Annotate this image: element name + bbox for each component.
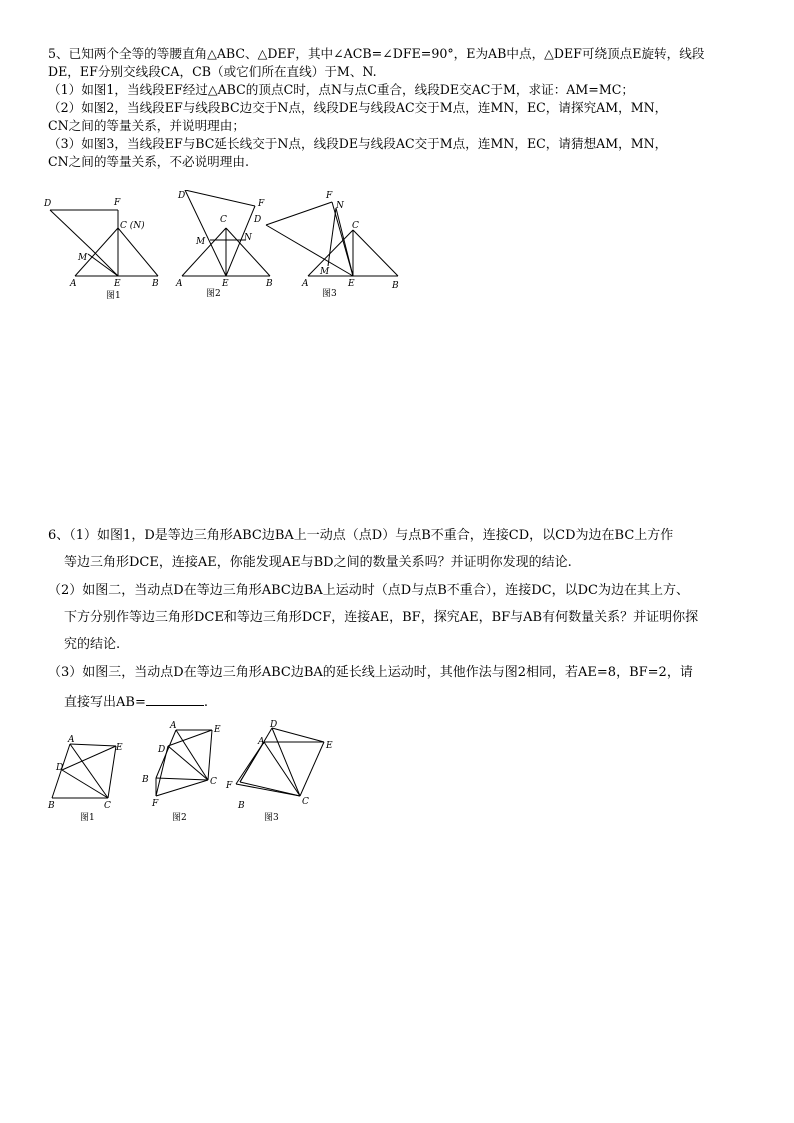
fig2-label-M: M	[196, 237, 206, 247]
problem6-part3-cont	[64, 692, 208, 711]
fig1-label-D: D	[44, 199, 52, 209]
fig3-caption: 图3	[322, 289, 337, 299]
p6-fig2-label-C: C	[210, 777, 217, 787]
answer-blank	[146, 692, 204, 706]
problem5-part3-cont: CN之间的等量关系，不必说明理由.	[48, 154, 249, 169]
problem5-figures	[40, 190, 410, 305]
fig2-label-E: E	[222, 279, 229, 289]
fig2-label-N: N	[244, 233, 252, 243]
problem5-line-1: 5、已知两个全等的等腰直角△ABC、△DEF，其中∠ACB=∠DFE=90°，E为AB中点，△DEF可绕顶点E旋转，线段	[48, 46, 705, 61]
fig2-caption: 图2	[206, 289, 221, 299]
fig3-label-M: M	[320, 267, 330, 277]
p6-fig3-label-F: F	[226, 781, 233, 791]
problem6-figures	[40, 718, 350, 828]
p6-fig1-label-E: E	[116, 743, 123, 753]
problem6-line-1: 6、（1）如图1，D是等边三角形ABC边BA上一动点（点D）与点B不重合，连接CD，以CD为边在BC上方作	[48, 528, 674, 543]
fig3-label-C: C	[352, 221, 359, 231]
fig2-label-D: D	[178, 191, 186, 201]
fig1-label-E: E	[114, 279, 121, 289]
fig1-caption: 图1	[106, 291, 121, 301]
fig2-label-F: F	[258, 199, 265, 209]
problem6-part2: （2）如图二，当动点D在等边三角形ABC边BA上运动时（点D与点B不重合），连接DC，以DC为边在其上方、	[48, 583, 689, 598]
p6-fig3-label-A: A	[258, 737, 265, 747]
problem5-line-2: DE，EF分别交线段CA，CB（或它们所在直线）于M、N.	[48, 64, 377, 79]
p6-fig1-caption: 图1	[80, 813, 95, 823]
p6-fig1-label-C: C	[104, 801, 111, 811]
p6-fig3-label-C: C	[302, 797, 309, 807]
p6-fig2-label-F: F	[152, 799, 159, 809]
p6-fig2-label-B: B	[142, 775, 149, 785]
fig1-label-CN: C (N)	[120, 221, 145, 231]
problem5-part2-cont: CN之间的等量关系，并说明理由；	[48, 118, 245, 133]
p6-fig3-label-B: B	[238, 801, 245, 811]
p6-fig3-caption: 图3	[264, 813, 279, 823]
fig1-label-A: A	[70, 279, 77, 289]
problem6-part3-prompt: 直接写出AB=	[64, 695, 146, 710]
p6-fig1-label-D: D	[56, 763, 64, 773]
p6-fig1-label-B: B	[48, 801, 55, 811]
fig3-label-D: D	[254, 215, 262, 225]
fig1-label-F: F	[114, 198, 121, 208]
problem6-part3: （3）如图三，当动点D在等边三角形ABC边BA的延长线上运动时，其他作法与图2相同，若AE=8，BF=2，请	[48, 665, 693, 680]
problem6-part2-end: 究的结论.	[64, 637, 121, 652]
problem6-part3-period: .	[203, 695, 208, 710]
fig2-label-A: A	[176, 279, 183, 289]
p6-fig2-label-D: D	[158, 745, 166, 755]
problem5-part3: （3）如图3，当线段EF与BC延长线交于N点，线段DE与线段AC交于M点，连MN，EC，请猜想AM，MN，	[48, 136, 668, 151]
p6-fig2-caption: 图2	[172, 813, 187, 823]
fig2-label-B: B	[266, 279, 273, 289]
p6-fig3-label-D: D	[270, 720, 278, 730]
fig1-label-M: M	[78, 253, 88, 263]
fig2-label-C: C	[220, 215, 227, 225]
problem5-part1: （1）如图1，当线段EF经过△ABC的顶点C时，点N与点C重合，线段DE交AC于M，求证：AM=MC；	[48, 82, 634, 97]
fig1-label-B: B	[152, 279, 159, 289]
fig3-label-N: N	[336, 201, 344, 211]
fig3-label-B: B	[392, 281, 399, 291]
p6-fig2-label-E: E	[214, 725, 221, 735]
problem5-part2: （2）如图2，当线段EF与线段BC边交于N点，线段DE与线段AC交于M点，连MN，EC，请探究AM，MN，	[48, 100, 668, 115]
problem6-line-2: 等边三角形DCE，连接AE，你能发现AE与BD之间的数量关系吗？并证明你发现的结论.	[64, 555, 572, 570]
fig3-label-F: F	[326, 191, 333, 201]
p6-fig2-label-A: A	[170, 721, 177, 731]
fig3-label-A: A	[302, 279, 309, 289]
p6-fig1-label-A: A	[68, 735, 75, 745]
problem6-part2-cont: 下方分别作等边三角形DCE和等边三角形DCF，连接AE，BF，探究AE，BF与AB有何数量关系？并证明你探	[64, 610, 699, 625]
fig3-label-E: E	[348, 279, 355, 289]
p6-fig3-label-E: E	[326, 741, 333, 751]
